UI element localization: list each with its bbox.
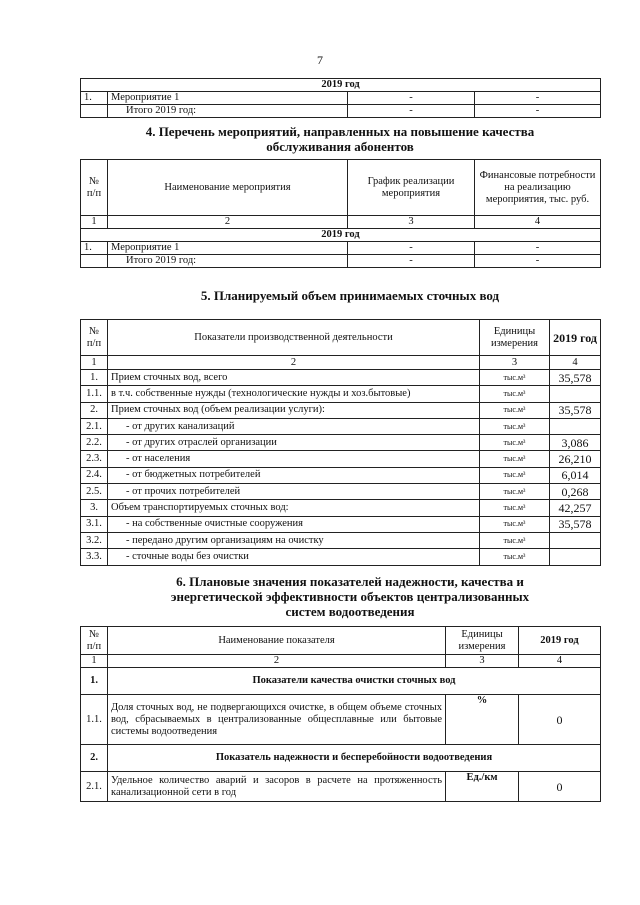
table-header-row: № п/п Наименование мероприятия График реализации мероприятия Финансовые потребности на реализацию мероприятия, тыс. руб. bbox=[81, 160, 601, 216]
table-row: 1. Мероприятие 1 - - bbox=[81, 242, 601, 255]
section6-title-line1: 6. Плановые значения показателей надежности, качества и bbox=[176, 574, 524, 589]
table-row: 3. Объем транспортируемых сточных вод: тыс.м³ 42,257 bbox=[81, 500, 601, 516]
table-row: Итого 2019 год: - - bbox=[81, 105, 601, 118]
section5-table bbox=[80, 319, 601, 566]
section4-title-line2: обслуживания абонентов bbox=[266, 139, 414, 154]
section6-table bbox=[80, 626, 601, 802]
section4-table bbox=[80, 159, 601, 268]
table-row: 1. Прием сточных вод, всего тыс.м³ 35,578 bbox=[81, 370, 601, 386]
table-row: 2.5. - от прочих потребителей тыс.м³ 0,268 bbox=[81, 484, 601, 500]
table-row: 3.2. - передано другим организациям на очистку тыс.м³ bbox=[81, 532, 601, 548]
column-number-row: 1 2 3 4 bbox=[81, 216, 601, 229]
table-row: 2.3. - от населения тыс.м³ 26,210 bbox=[81, 451, 601, 467]
table-header-row: № п/п Показатели производственной деятельности Единицы измерения 2019 год bbox=[81, 320, 601, 356]
table-row: Итого 2019 год: - - bbox=[81, 255, 601, 268]
group-row: 1. Показатели качества очистки сточных вод bbox=[81, 668, 601, 695]
table-row: 1.1. в т.ч. собственные нужды (технологические нужды и хоз.бытовые) тыс.м³ bbox=[81, 386, 601, 402]
section6-title-line2: энергетической эффективности объектов централизованных bbox=[170, 589, 530, 604]
group-row: 2. Показатель надежности и бесперебойности водоотведения bbox=[81, 745, 601, 772]
table-row: 2.4. - от бюджетных потребителей тыс.м³ 6,014 bbox=[81, 467, 601, 483]
table-row: 2.2. - от других отраслей организации тыс.м³ 3,086 bbox=[81, 435, 601, 451]
table-continuation bbox=[80, 78, 601, 118]
year-header: 2019 год bbox=[81, 229, 601, 242]
table-row: 1. Мероприятие 1 - - bbox=[81, 92, 601, 105]
column-number-row: 1 2 3 4 bbox=[81, 356, 601, 370]
section5-title: 5. Планируемый объем принимаемых сточных вод bbox=[200, 288, 500, 303]
table-row: 3.1. - на собственные очистные сооружения тыс.м³ 35,578 bbox=[81, 516, 601, 532]
table-row: 2.1. Удельное количество аварий и засоров в расчете на протяженность канализационной сети в год Ед./км 0 bbox=[81, 772, 601, 802]
table-row: 2.1. - от других канализаций тыс.м³ bbox=[81, 418, 601, 434]
table-row: 3.3. - сточные воды без очистки тыс.м³ bbox=[81, 549, 601, 565]
section6-title-line3: систем водоотведения bbox=[285, 604, 415, 619]
table-row: 2. Прием сточных вод (объем реализации услуги): тыс.м³ 35,578 bbox=[81, 402, 601, 418]
table-header-row: № п/п Наименование показателя Единицы измерения 2019 год bbox=[81, 627, 601, 655]
table-row: 1.1. Доля сточных вод, не подвергающихся очистке, в общем объеме сточных вод, сбрасываемых в централизованные общесплавные или бытовые системы водоотведения % 0 bbox=[81, 695, 601, 745]
section4-title-line1: 4. Перечень мероприятий, направленных на повышение качества bbox=[145, 124, 535, 139]
year-header: 2019 год bbox=[81, 79, 601, 92]
column-number-row: 1 2 3 4 bbox=[81, 655, 601, 668]
page-number: 7 bbox=[317, 53, 323, 67]
